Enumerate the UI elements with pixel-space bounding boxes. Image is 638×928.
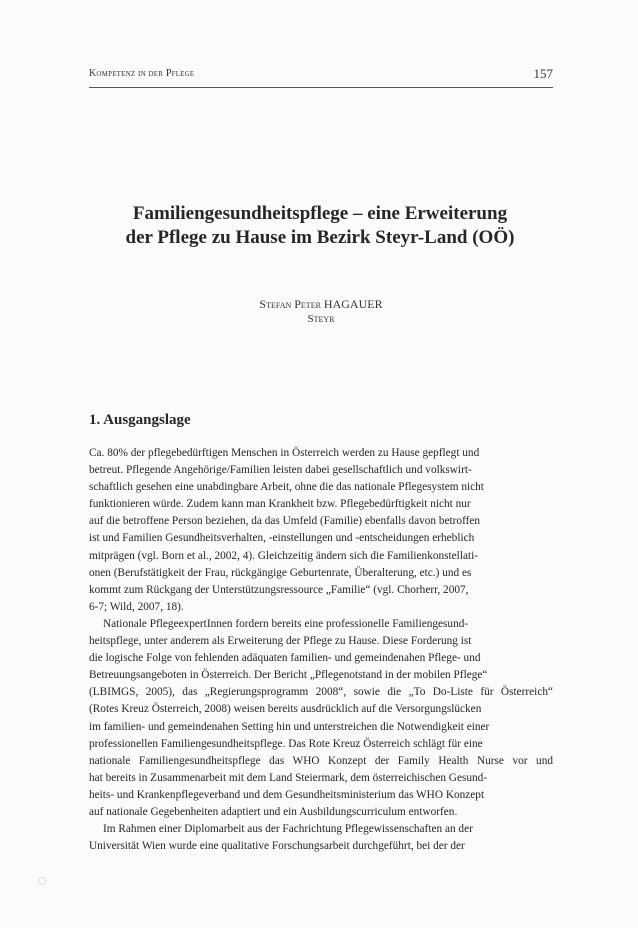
text-line: die logische Folge von fehlenden adäquaten familien- und gemeindenahen Pflege- und <box>89 652 481 665</box>
author-last-name: HAGAUER <box>323 297 383 311</box>
header-rule <box>89 87 553 88</box>
text-line: onen (Berufstätigkeit der Frau, rückgängige Geburtenrate, Überalterung, etc.) und es <box>89 566 472 579</box>
text-line: Ca. 80% der pflegebedürftigen Menschen in Österreich werden zu Hause gepflegt und <box>89 447 480 459</box>
text-line: (Rotes Kreuz Österreich, 2008) weisen bereits ausdrücklich auf die Versorgungslücken <box>89 703 482 716</box>
text-line: hat bereits in Zusammenarbeit mit dem Land Steiermark, dem österreichischen Gesund- <box>89 771 488 784</box>
text-line: (LBIMGS, 2005), das „Regierungsprogramm 2008“, sowie die „To Do-Liste für Österreich“ <box>89 686 553 699</box>
text-line: Im Rahmen einer Diplomarbeit aus der Fachrichtung Pflegewissenschaften an der <box>103 823 473 836</box>
text-line: 6-7; Wild, 2007, 18). <box>89 600 184 613</box>
scan-mark <box>38 877 46 885</box>
text-line: auf die betroffene Person beziehen, da das Umfeld (Familie) ebenfalls davon betroffen <box>89 515 481 528</box>
text-line: Betreuungsangeboten in Österreich. Der Bericht „Pflegenotstand in der mobilen Pflege“ <box>89 669 488 682</box>
running-header <box>89 66 553 84</box>
text-line: schaftlich gesehen eine unabdingbare Arbeit, ohne die das nationale Pflegesystem nicht <box>89 481 484 494</box>
text-line: betreut. Pflegende Angehörige/Familien leisten dabei gesellschaftlich und volkswirt- <box>89 464 472 477</box>
running-title: Kompetenz in der Pflege <box>89 68 195 79</box>
author-affiliation: Steyr <box>307 313 335 325</box>
title-line: Familiengesundheitspflege – eine Erweiterung <box>132 203 508 224</box>
body-text <box>89 445 553 855</box>
text-line: im familien- und gemeindenahen Setting hin und unterstreichen die Notwendigkeit einer <box>89 720 490 733</box>
author-first-name: Stefan Peter <box>259 297 321 311</box>
text-line: Nationale PflegeexpertInnen fordern bereits eine professionelle Familiengesund- <box>103 617 469 630</box>
text-line: heits- und Krankenpflegeverband und dem Gesundheitsministerium das WHO Konzept <box>89 788 485 801</box>
text-line: mitprägen (vgl. Born et al., 2002, 4). Gleichzeitig ändern sich die Familienkonstellati- <box>89 549 479 562</box>
text-line: professionellen Familiengesundheitspflege. Das Rote Kreuz Österreich schlägt für eine <box>89 737 483 750</box>
article-title <box>60 202 580 250</box>
section-heading: 1. Ausgangslage <box>89 412 191 428</box>
text-line: Universität Wien wurde eine qualitative Forschungsarbeit durchgeführt, bei der der <box>89 840 465 853</box>
text-line: auf nationale Gegebenheiten adaptiert und ein Ausbildungscurriculum entworfen. <box>89 805 458 818</box>
page-number: 157 <box>533 66 553 81</box>
text-line: kommt zum Rückgang der Unterstützungsressource „Familie“ (vgl. Chorherr, 2007, <box>89 583 469 596</box>
text-line: heitspflege, unter anderem als Erweiterung der Pflege zu Hause. Diese Forderung ist <box>89 635 472 648</box>
title-line: der Pflege zu Hause im Bezirk Steyr-Land (OÖ) <box>125 227 515 248</box>
text-line: nationale Familiengesundheitspflege das WHO Konzept der Family Health Nurse vor und <box>89 754 553 767</box>
text-line: funktionieren würde. Zudem kann man Krankheit bzw. Pflegebedürftigkeit nicht nur <box>89 498 471 511</box>
author-name <box>89 295 553 313</box>
text-line: ist und Familien Gesundheitsverhalten, -einstellungen und -entscheidungen erheblich <box>89 532 475 545</box>
